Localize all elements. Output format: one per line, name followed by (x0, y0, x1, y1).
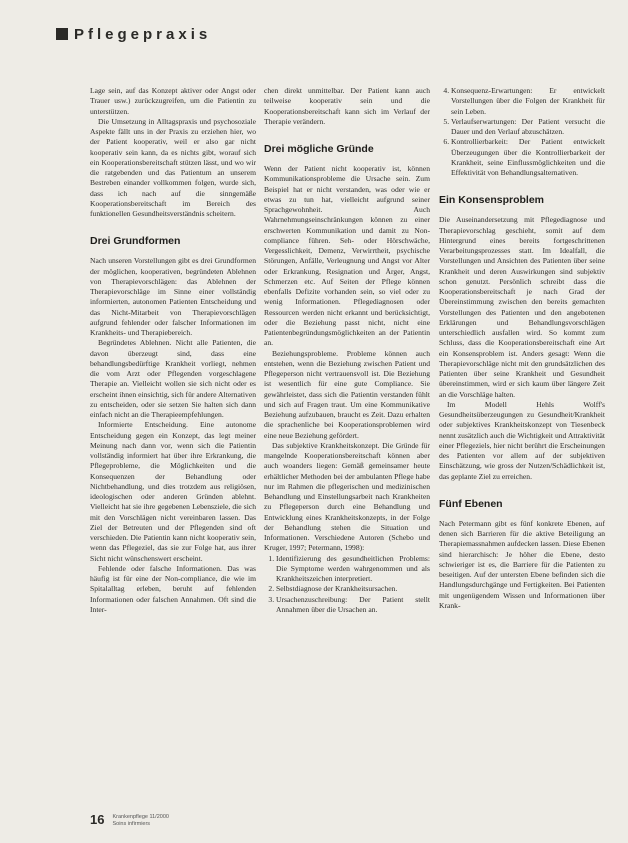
square-bullet-icon (56, 28, 68, 40)
paragraph: Wenn der Patient nicht kooperativ ist, können Kommunikationsprobleme die Ursache sein. Zum Beispiel hat er nicht verstanden, was oder wie er etwas zu tun hat, vielleicht aufgrund seiner Sprachgewohnheit. Auch Wahrnehmungseinschränkungen können zu einer erschwerten Kommunikation und damit zu Non-compliance führen. Seh- oder Hörschwäche, Vergesslichkeit, Demenz, Verwirrtheit, psychische Störungen, Anfälle, Verleugnung und Angst vor Alter oder Erkrankung, Resignation und Ärger, Angst, Schmerzen etc. Auf Seiten der Pflege können ebenfalls Defizite vorhanden sein, so viel oder zu wenig Informationen. Pflegediagnosen oder Ressourcen werden nicht erkannt und berücksichtigt, oder die Beziehung passt nicht, nicht eine Patientenbegründungsmöglichkeiten an der Patientin an. (264, 164, 430, 348)
list-item: 4. Konsequenz-Erwartungen: Er entwickelt Vorstellungen über die Folgen der Krankheit für sein Leben. (451, 86, 605, 117)
text-column-3 (439, 86, 605, 611)
journal-line: Krankenpflege 11/2000 (112, 814, 169, 820)
list-item: 5. Verlaufserwartungen: Der Patient versucht die Dauer und den Verlauf abzuschätzen. (451, 117, 605, 138)
subheading: Drei Grundformen (90, 235, 181, 248)
paragraph: Das subjektive Krankheitskonzept. Die Gründe für mangelnde Kooperationsbereitschaft können aber auch woanders liegen: Gemäß gemeinsamer heute erhältlicher Methoden bei der ambulanten Pflege habe nur im Rahmen die pflegerischen und medizinischen Behandlung und Einstellungsarbeit nach Krankheiten zu Pflegeperson durch eine Behandlung und Entwicklung eines Krankheitskonzepts, in der Folge der Behandlung stehen die Situation und Informationen. Verschiedene Autoren (Schebo und Kruger, 1997; Petermann, 1998): (264, 440, 430, 553)
section-title: Pflegepraxis (74, 25, 212, 43)
paragraph-rest: direkt unmittelbar. Der Patient kann auch teilweise kooperativ sein und die Kooperationsbereitschaft kann sich im Verlauf der Therapie verändern. (264, 86, 430, 126)
list-item: 2. Selbstdiagnose der Krankheitsursachen. (276, 584, 430, 594)
list-item: 3. Ursachenzuschreibung: Der Patient stellt Annahmen über die Ursachen an. (276, 595, 430, 616)
paragraph: Informierte Entscheidung. Eine autonome Entscheidung gegen ein Konzept, das legt meiner Meinung nach dann vor, wenn sich die Patientin vollständig informiert hat über ihre Erkrankung, die Pflegeprobleme, die Möglichkeiten und die Konsequenzen der Behandlung oder Nichtbehandlung, und dies trotzdem aus religiösen, ideologischen oder anderen Gründen ablehnt. Vielleicht hat sie ihre gegebenen Lebensziele, die sich mit den Vorschlägen nicht vereinbaren lassen. Das Ziel der Betreuten und der Pflegenden sind oft verschieden. Die Patientin kann nicht kooperativ sein, wenn das Pflegeziel, das sie zur Folge hat, aus ihrer Sicht nicht wünschenswert erscheint. (90, 420, 256, 563)
paragraph: Nach Petermann gibt es fünf konkrete Ebenen, auf denen sich Barrieren für die aktive Beteiligung an Therapiemassnahmen aufdecken lassen. Diese Ebenen sind hierarchisch: Je höher die Ebene, desto schwieriger ist es, die Barriere für die Patienten zu beseitigen. Auf der untersten Ebene befinden sich die Handlungsdurchgänge und Fertigkeiten. Bei Patienten mit ungenügendem Wissen und Informationen über Krank- (439, 518, 605, 610)
paragraph: Beziehungsprobleme. Probleme können auch entstehen, wenn die Beziehung zwischen Patient und Pflegeperson nicht vertrauensvoll ist. Die Beziehung ist wesentlich für eine gute Compliance. Sie gewährleistet, dass sich die Patientin verstanden fühlt und sich auf Fragen traut. Um eine Kommunikative Beziehung aufzubauen, braucht es Zeit. Dazu erhalten die sprachenliche bei Kooperationsproblemen wird eine neue Beziehung gefördert. (264, 348, 430, 440)
paragraph: Nach unseren Vorstellungen gibt es drei Grundformen der möglichen, kooperativen, begründeten Ablehnen von Therapievorschlägen: das Ablehnen der Therapievorschläge im Sinne einer vollständig informierten, autonomen Patienten Entscheidung und das Nicht-Mitarbeit von Therapievorschlägen aufgrund fehlender oder falscher Informationen im Krankheits- und Therapiebereich. (90, 256, 256, 337)
list-item: 6. Kontrollierbarkeit: Der Patient entwickelt Überzeugungen über die Kontrollierbarkeit der Krankheit, seine Einflussmöglichkeiten und die Effektivität von Behandlungsalternativen. (451, 137, 605, 178)
paragraph: Begründetes Ablehnen. Nicht alle Patienten, die davon überzeugt sind, dass eine behandlungsbedürftige Krankheit vorliegt, nehmen die vom Arzt oder Pflegenden vorgeschlagene Therapie an. Vielleicht wollen sie sich nicht oder es erscheint ihnen einsichtig, sich für andere Alternativen zu entscheiden, oder sie setzen Sie halten sich dann einfach nicht an die Therapieempfehlungen. (90, 338, 256, 419)
paragraph: Lage sein, auf das Konzept aktiver oder Angst oder Trauer usw.) zurückzugreifen, um die Patientin zu unterstützen. (90, 86, 256, 116)
numbered-list (439, 86, 605, 178)
paragraph: Fehlende oder falsche Informationen. Das was häufig ist für eine der Non-compliance, die wie im Spitalalltag erleben, beruht auf fehlenden Informationen oder falschen Annahmen. Oft sind die Inter- (90, 563, 256, 614)
text-column-2 (264, 86, 430, 615)
paragraph (264, 86, 430, 127)
paragraph: Im Modell Hehls Wolff's Gesundheitsüberzeugungen zu Gesundheit/Krankheit oder subjektives Krankheitskonzept von Tiesenbeck nennt zusätzlich auch die Wichtigkeit und Attraktivität einer Pflegeziels, hier nicht berührt die Erscheinungen des Patienten vor allem auf der subjektiven Einschätzung, wie gross der Nutzen/Schädlichkeit ist, das geplante Ziel zu erreichen. (439, 399, 605, 481)
subheading: Fünf Ebenen (439, 497, 503, 510)
journal-line: Soins infirmiers (112, 820, 151, 827)
page-number: 16 (90, 812, 105, 827)
paragraph: Die Umsetzung in Alltagspraxis und psychosoziale Aspekte fällt uns in der Praxis zu erziehen hier, wo der Patient kooperativ, weil er also gar nicht kooperativ sein kann, da es nichts gibt, worauf sich ein Kooperationsbereitschaft stützen lässt, und wo wir die ratgebenden und das Patientum an unserem Bestreben einander vollkommen folgen, wurde sich, dass ich nach auf die sinngemäße Kooperationsbereitschaft im Bereich des funktionellen Gesundheitsverständnis scheitern. (90, 116, 256, 218)
section-header (56, 22, 211, 46)
subheading: Drei mögliche Gründe (264, 143, 374, 155)
page-footer (90, 812, 169, 827)
paragraph-start: chen (264, 86, 279, 95)
list-item: 1. Identifizierung des gesundheitlichen Problems: Die Symptome werden wahrgenommen und als Krankheitszeichen interpretiert. (276, 554, 430, 585)
text-column-1 (90, 86, 256, 615)
paragraph: Die Auseinandersetzung mit Pflegediagnose und Therapievorschlag geschieht, somit auf dem Hintergrund eines bereits fortgeschrittenen Verarbeitungsprozesses statt. Im Idealfall, die Vorstellungen und Ansichten des Patienten über seine Krankheit und deren Auswirkungen sind subjektiv schon genutzt. Persönlich schreibt dass die Kooperationsbereitschaft je nach Grad der Übereinstimmung zwischen den bereits gemachten Vorstellungen des Patienten und den angebotenen Erklärungen und Behandlungsvorschlägen unterschiedlich ausfallen wird. So kommt zum Schluss, dass die Kooperationsbereitschaft eine Art ein Konsensproblem ist. Anders gesagt: Wenn die Therapievorschläge nicht mit den grundsätzlichen des Patienten über seine Krankheit und Gesundheit übereinstimmen, wird er sich kaum über längere Zeit an die Vorschläge halten. (439, 215, 605, 399)
numbered-list (264, 554, 430, 616)
subheading: Ein Konsensproblem (439, 194, 545, 207)
journal-info (112, 814, 168, 827)
